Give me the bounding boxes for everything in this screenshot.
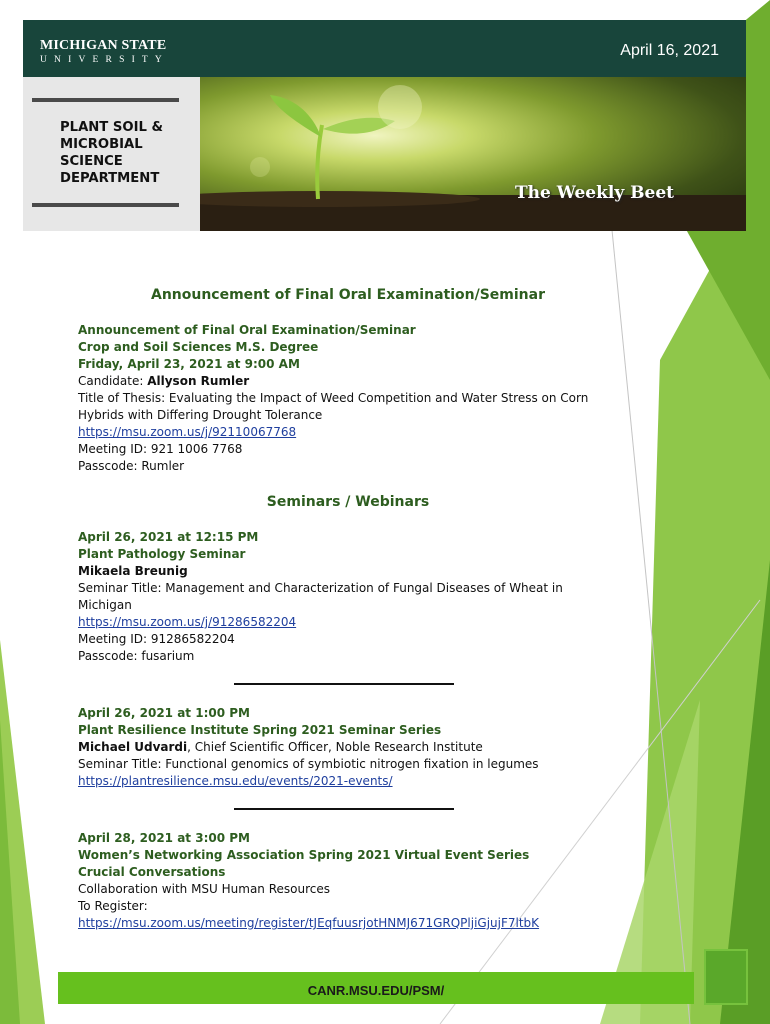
exam-passcode: Passcode: Rumler xyxy=(78,459,185,473)
seminar-datetime: April 26, 2021 at 12:15 PM xyxy=(78,530,259,544)
seminar-title: Seminar Title: Management and Characterization of Fungal Diseases of Wheat in Michigan xyxy=(78,581,563,612)
department-logo xyxy=(23,77,200,231)
dept-rule-bottom xyxy=(32,203,179,207)
banner xyxy=(23,77,746,231)
seminar-title: Seminar Title: Functional genomics of symbiotic nitrogen fixation in legumes xyxy=(78,757,539,771)
candidate-label: Candidate: xyxy=(78,374,148,388)
seminar-datetime: April 26, 2021 at 1:00 PM xyxy=(78,706,250,720)
department-name: PLANT SOIL & MICROBIAL SCIENCE DEPARTMENT xyxy=(60,120,164,186)
seminar-item-1 xyxy=(78,529,618,665)
seminar-datetime: April 28, 2021 at 3:00 PM xyxy=(78,831,250,845)
seminar-series: Women’s Networking Association Spring 2021 Virtual Event Series xyxy=(78,848,530,862)
candidate-name: Allyson Rumler xyxy=(147,374,250,388)
exam-meeting-id: Meeting ID: 921 1006 7768 xyxy=(78,442,243,456)
exam-thesis-title: Title of Thesis: Evaluating the Impact of Weed Competition and Water Stress on Corn Hybrids with Differing Drought Tolerance xyxy=(78,391,589,422)
seminar-item-3 xyxy=(78,830,618,932)
seminar-meeting-id: Meeting ID: 91286582204 xyxy=(78,632,235,646)
main-content xyxy=(78,280,618,932)
footer-url[interactable]: CANR.MSU.EDU/PSM/ xyxy=(307,982,445,998)
seedling-photo xyxy=(200,77,746,231)
newsletter-date: April 16, 2021 xyxy=(620,42,719,59)
seminar-speaker-line xyxy=(78,739,618,756)
seminar-series: Plant Pathology Seminar xyxy=(78,547,246,561)
seminar-speaker: Mikaela Breunig xyxy=(78,564,188,578)
corner-decoration xyxy=(704,949,748,1005)
seminar-speaker: Michael Udvardi xyxy=(78,740,188,754)
dept-rule-top xyxy=(32,98,179,102)
header-bar xyxy=(23,20,746,77)
seminar-zoom-link[interactable]: https://msu.zoom.us/j/91286582204 xyxy=(78,615,297,629)
exam-candidate xyxy=(78,373,618,390)
exam-zoom-link[interactable]: https://msu.zoom.us/j/92110067768 xyxy=(78,425,297,439)
exam-heading: Announcement of Final Oral Examination/Seminar xyxy=(150,287,545,303)
seminar-collaboration: Collaboration with MSU Human Resources xyxy=(78,882,331,896)
separator-rule xyxy=(234,683,454,685)
separator-rule xyxy=(234,808,454,810)
exam-announcement: Announcement of Final Oral Examination/Seminar xyxy=(78,323,416,337)
seminar-item-2 xyxy=(78,705,618,790)
footer-bar xyxy=(58,972,694,1004)
register-label: To Register: xyxy=(78,899,148,913)
exam-degree: Crop and Soil Sciences M.S. Degree xyxy=(78,340,319,354)
logo-line2: UNIVERSITY xyxy=(40,55,169,65)
seminar-event-name: Crucial Conversations xyxy=(78,865,226,879)
seminar-series: Plant Resilience Institute Spring 2021 Seminar Series xyxy=(78,723,442,737)
seminars-heading: Seminars / Webinars xyxy=(266,494,430,510)
speaker-affiliation: , Chief Scientific Officer, Noble Research Institute xyxy=(187,740,483,754)
logo-line1: MICHIGAN STATE xyxy=(40,38,167,53)
msu-logo xyxy=(40,38,169,66)
register-link[interactable]: https://msu.zoom.us/meeting/register/tJEqfuusrjotHNMJ671GRQPljiGjujF7ltbK xyxy=(78,916,540,930)
exam-datetime: Friday, April 23, 2021 at 9:00 AM xyxy=(78,357,300,371)
seminar-events-link[interactable]: https://plantresilience.msu.edu/events/2021-events/ xyxy=(78,774,393,788)
newsletter-title: The Weekly Beet xyxy=(515,183,674,203)
seminar-passcode: Passcode: fusarium xyxy=(78,649,195,663)
